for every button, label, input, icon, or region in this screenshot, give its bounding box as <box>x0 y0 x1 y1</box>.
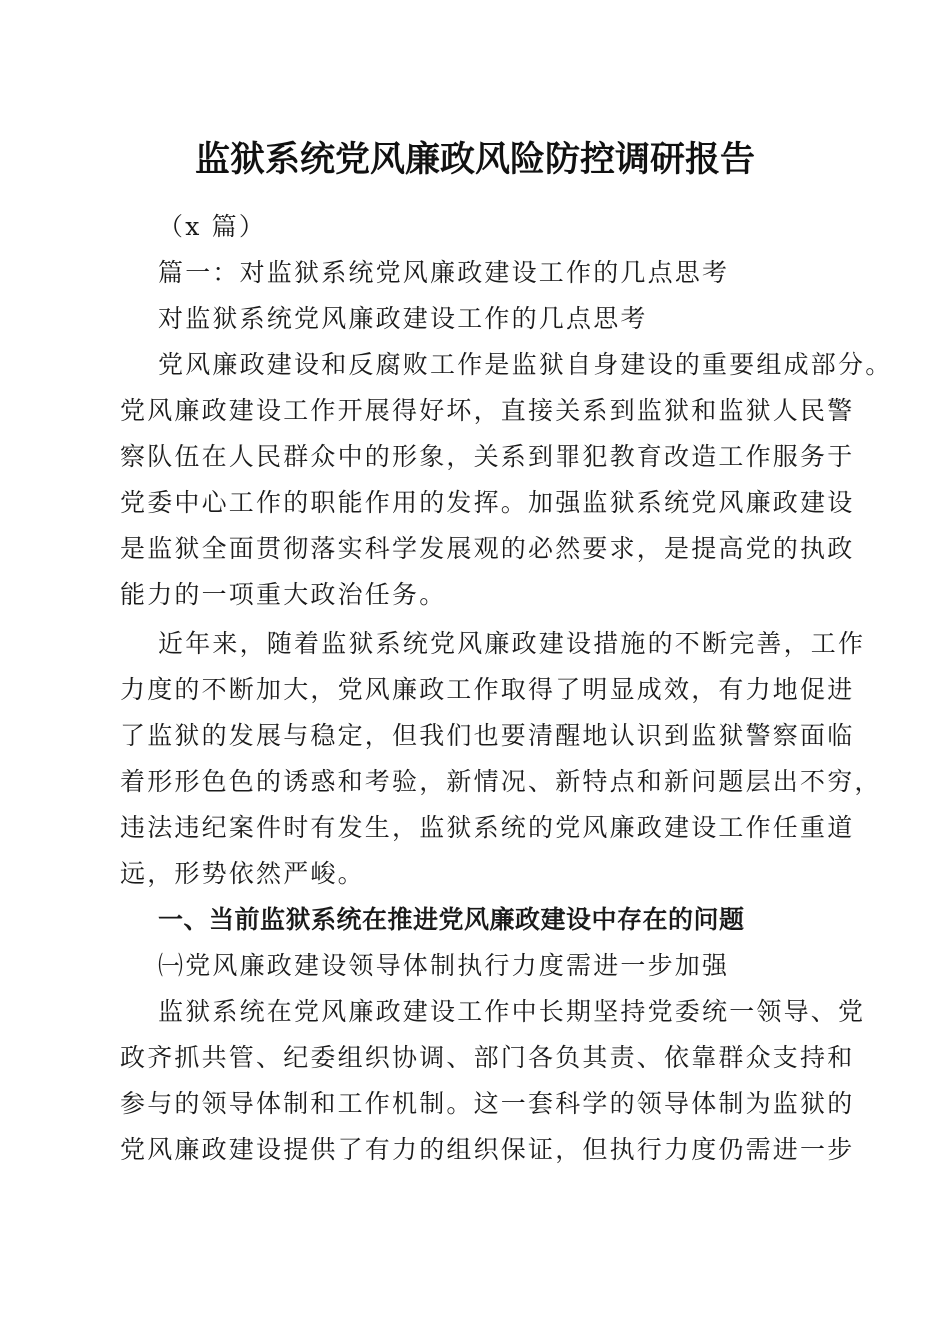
document-body <box>120 204 893 1173</box>
paragraph-line: 能力的一项重大政治任务。 <box>120 580 447 609</box>
paragraph-line: 违法违纪案件时有发生，监狱系统的党风廉政建设工作任重道 <box>120 813 855 842</box>
paragraph-line: 着形形色色的诱惑和考验，新情况、新特点和新问题层出不穷， <box>120 767 882 796</box>
section-heading: 一、当前监狱系统在推进党风廉政建设中存在的问题 <box>158 905 745 934</box>
article-label: 篇一：对监狱系统党风廉政建设工作的几点思考 <box>158 258 730 287</box>
paragraph-line: 监狱系统在党风廉政建设工作中长期坚持党委统一领导、党 <box>158 997 866 1026</box>
subsection-heading: ㈠党风廉政建设领导体制执行力度需进一步加强 <box>158 951 730 980</box>
paragraph-line: 近年来，随着监狱系统党风廉政建设措施的不断完善，工作 <box>158 629 866 658</box>
paragraph-line: 党风廉政建设提供了有力的组织保证，但执行力度仍需进一步 <box>120 1135 855 1164</box>
paragraph-line: 党风廉政建设工作开展得好坏，直接关系到监狱和监狱人民警 <box>120 396 855 425</box>
paragraph-line: 党风廉政建设和反腐败工作是监狱自身建设的重要组成部分。 <box>158 350 893 379</box>
article-subtitle: 对监狱系统党风廉政建设工作的几点思考 <box>158 304 648 333</box>
paragraph-line: 参与的领导体制和工作机制。这一套科学的领导体制为监狱的 <box>120 1089 855 1118</box>
paragraph-line: 了监狱的发展与稳定，但我们也要清醒地认识到监狱警察面临 <box>120 721 855 750</box>
paragraph-line: 远，形势依然严峻。 <box>120 859 365 888</box>
paragraph-line: 察队伍在人民群众中的形象，关系到罪犯教育改造工作服务于 <box>120 442 855 471</box>
paragraph-line: 政齐抓共管、纪委组织协调、部门各负其责、依靠群众支持和 <box>120 1043 855 1072</box>
document-title: 监狱系统党风廉政风险防控调研报告 <box>194 140 755 180</box>
paragraph-line: 力度的不断加大，党风廉政工作取得了明显成效，有力地促进 <box>120 675 855 704</box>
paragraph-line: 是监狱全面贯彻落实科学发展观的必然要求，是提高党的执政 <box>120 534 855 563</box>
piece-count-note: （x 篇） <box>158 212 267 241</box>
paragraph-line: 党委中心工作的职能作用的发挥。加强监狱系统党风廉政建设 <box>120 488 855 517</box>
